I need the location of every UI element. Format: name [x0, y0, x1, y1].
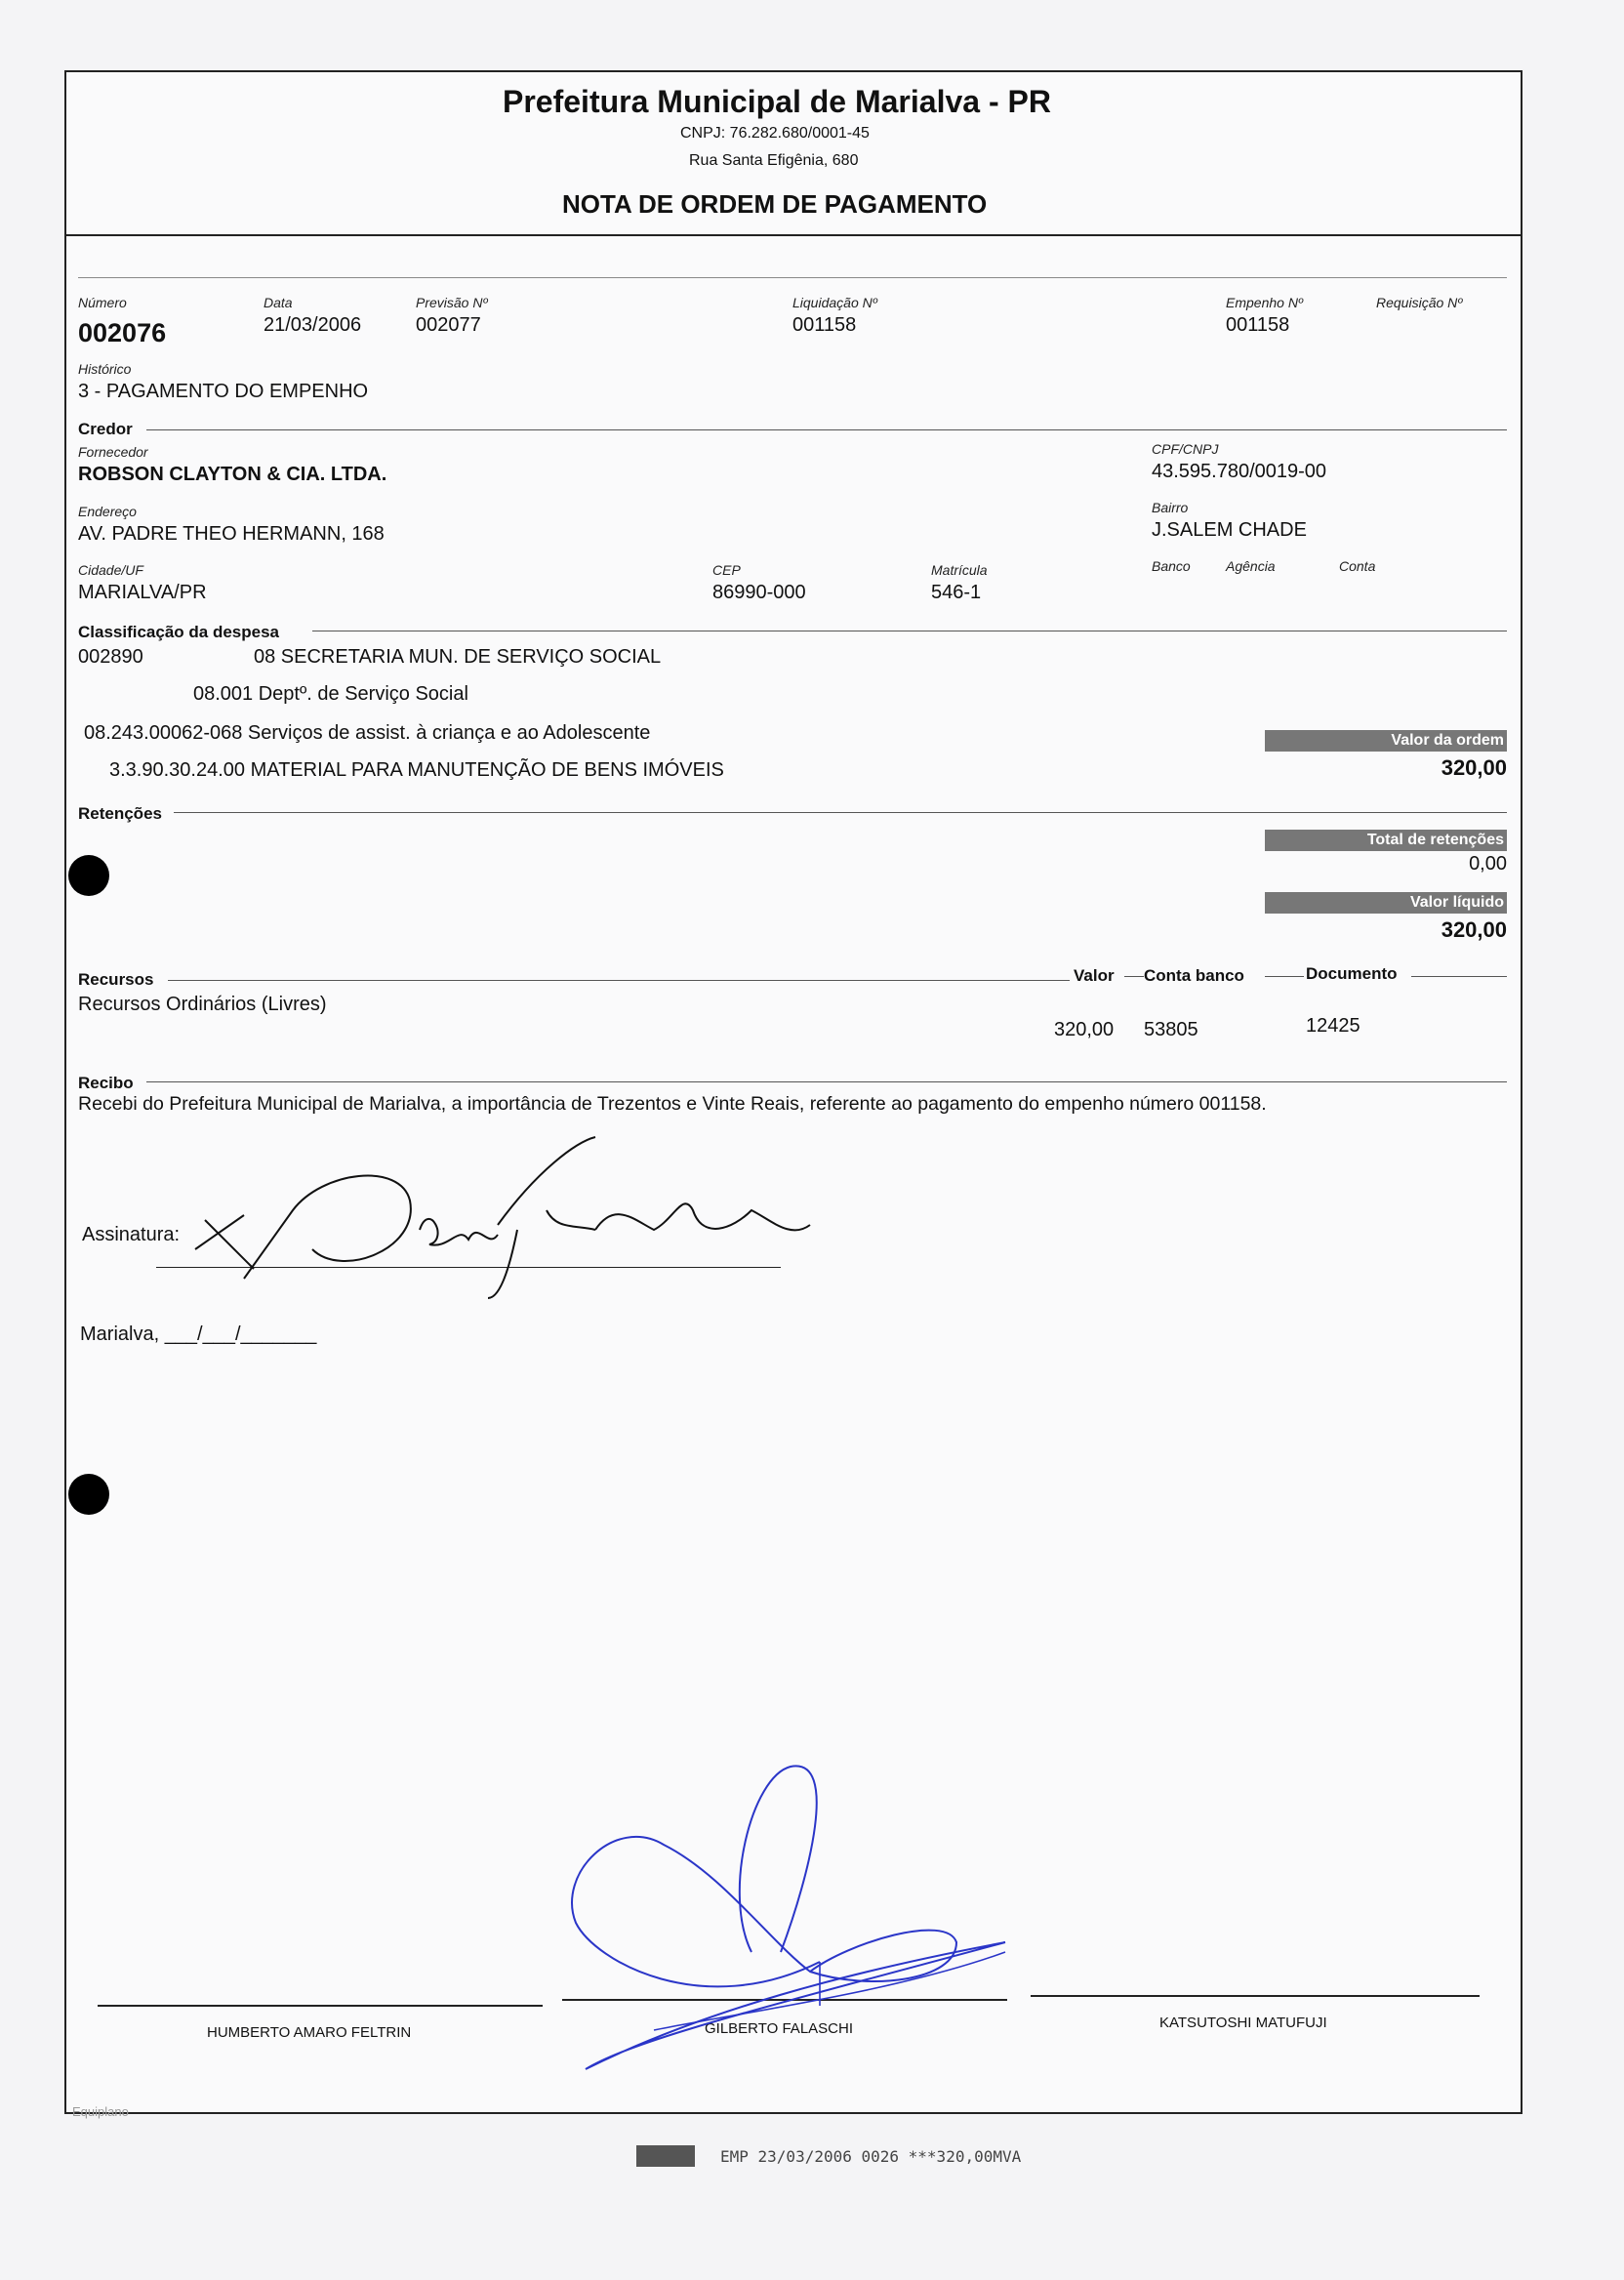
cnpj-line: CNPJ: 76.282.680/0001-45	[680, 125, 870, 142]
bank-stamp: EMP 23/03/2006 0026 ***320,00MVA	[720, 2147, 1022, 2166]
recibo-section: Recibo	[78, 1074, 134, 1092]
classificacao-code: 002890	[78, 646, 143, 668]
signatory-2: GILBERTO FALASCHI	[705, 2020, 853, 2037]
recipient-signature	[185, 1132, 820, 1318]
empenho-value: 001158	[1226, 314, 1290, 336]
matricula-value: 546-1	[931, 582, 982, 603]
endereco-value: AV. PADRE THEO HERMANN, 168	[78, 523, 385, 545]
address-line: Rua Santa Efigênia, 680	[689, 152, 859, 169]
endereco-label: Endereço	[78, 504, 137, 519]
classificacao-line1: 08 SECRETARIA MUN. DE SERVIÇO SOCIAL	[254, 646, 662, 668]
liquidacao-label: Liquidação Nº	[792, 295, 877, 310]
empenho-label: Empenho Nº	[1226, 295, 1304, 310]
fornecedor-value: ROBSON CLAYTON & CIA. LTDA.	[78, 464, 387, 485]
numero-label: Número	[78, 295, 127, 310]
classificacao-line4: 3.3.90.30.24.00 MATERIAL PARA MANUTENÇÃO DE BENS IMÓVEIS	[109, 759, 724, 781]
classificacao-line3: 08.243.00062-068 Serviços de assist. à criança e ao Adolescente	[84, 722, 651, 744]
credor-divider	[146, 429, 1507, 430]
cep-label: CEP	[712, 562, 741, 578]
local-date-line: Marialva, ___/___/_______	[80, 1323, 317, 1345]
previsao-value: 002077	[416, 314, 481, 336]
cpf-label: CPF/CNPJ	[1152, 441, 1219, 457]
data-value: 21/03/2006	[264, 314, 362, 336]
recursos-documento-header: Documento	[1306, 964, 1398, 983]
page-title: Prefeitura Municipal de Marialva - PR	[503, 84, 1051, 119]
liquidacao-value: 001158	[792, 314, 857, 336]
recursos-divider-2	[1124, 976, 1144, 977]
credor-section: Credor	[78, 420, 133, 438]
previsao-label: Previsão Nº	[416, 295, 488, 310]
recursos-conta-header: Conta banco	[1144, 966, 1244, 985]
matricula-label: Matrícula	[931, 562, 988, 578]
software-name: Equiplano	[72, 2104, 129, 2119]
recursos-divider	[168, 980, 1070, 981]
cidade-label: Cidade/UF	[78, 562, 143, 578]
gilberto-signature	[556, 1757, 1015, 2089]
bairro-value: J.SALEM CHADE	[1152, 519, 1307, 541]
binder-hole-top	[68, 855, 109, 896]
valor-liquido-label: Valor líquido	[1265, 892, 1507, 914]
cidade-value: MARIALVA/PR	[78, 582, 207, 603]
historico-label: Histórico	[78, 361, 132, 377]
ids-divider	[78, 277, 1507, 278]
assinatura-label: Assinatura:	[82, 1224, 181, 1245]
recursos-divider-4	[1411, 976, 1507, 977]
valor-ordem-label: Valor da ordem	[1265, 730, 1507, 752]
recursos-documento: 12425	[1306, 1015, 1360, 1037]
valor-liquido-value: 320,00	[1441, 917, 1507, 942]
numero-value: 002076	[78, 318, 167, 347]
retencoes-divider	[174, 812, 1507, 813]
recursos-valor-header: Valor	[1074, 966, 1115, 985]
fornecedor-label: Fornecedor	[78, 444, 148, 460]
recibo-text: Recebi do Prefeitura Municipal de Marialva, a importância de Trezentos e Vinte Reais, referente ao pagamento do empenho número 001158.	[78, 1093, 1267, 1115]
stamp-mark-icon	[636, 2145, 695, 2167]
signature-line-3	[1031, 1995, 1480, 1997]
recursos-conta: 53805	[1144, 1019, 1198, 1040]
data-label: Data	[264, 295, 293, 310]
banco-label: Banco	[1152, 558, 1191, 574]
bairro-label: Bairro	[1152, 500, 1189, 515]
binder-hole-bottom	[68, 1474, 109, 1515]
document-title: NOTA DE ORDEM DE PAGAMENTO	[562, 189, 988, 219]
historico-value: 3 - PAGAMENTO DO EMPENHO	[78, 381, 369, 402]
signatory-3: KATSUTOSHI MATUFUJI	[1159, 2015, 1327, 2031]
requisicao-label: Requisição Nº	[1376, 295, 1463, 310]
total-retencoes-label: Total de retenções	[1265, 830, 1507, 851]
classificacao-line2: 08.001 Deptº. de Serviço Social	[193, 683, 468, 705]
classificacao-section: Classificação da despesa	[78, 623, 280, 641]
total-retencoes-value: 0,00	[1469, 853, 1507, 875]
recursos-section: Recursos	[78, 970, 154, 989]
recibo-divider	[146, 1081, 1507, 1082]
retencoes-section: Retenções	[78, 804, 162, 823]
signature-line-1	[98, 2005, 543, 2007]
cpf-value: 43.595.780/0019-00	[1152, 461, 1327, 482]
cep-value: 86990-000	[712, 582, 806, 603]
conta-label: Conta	[1339, 558, 1376, 574]
recursos-item: Recursos Ordinários (Livres)	[78, 994, 327, 1015]
signatory-1: HUMBERTO AMARO FELTRIN	[207, 2024, 412, 2041]
recursos-divider-3	[1265, 976, 1304, 977]
agencia-label: Agência	[1226, 558, 1276, 574]
recursos-valor: 320,00	[1054, 1019, 1115, 1040]
valor-ordem-value: 320,00	[1441, 755, 1507, 780]
header-divider	[64, 234, 1522, 236]
